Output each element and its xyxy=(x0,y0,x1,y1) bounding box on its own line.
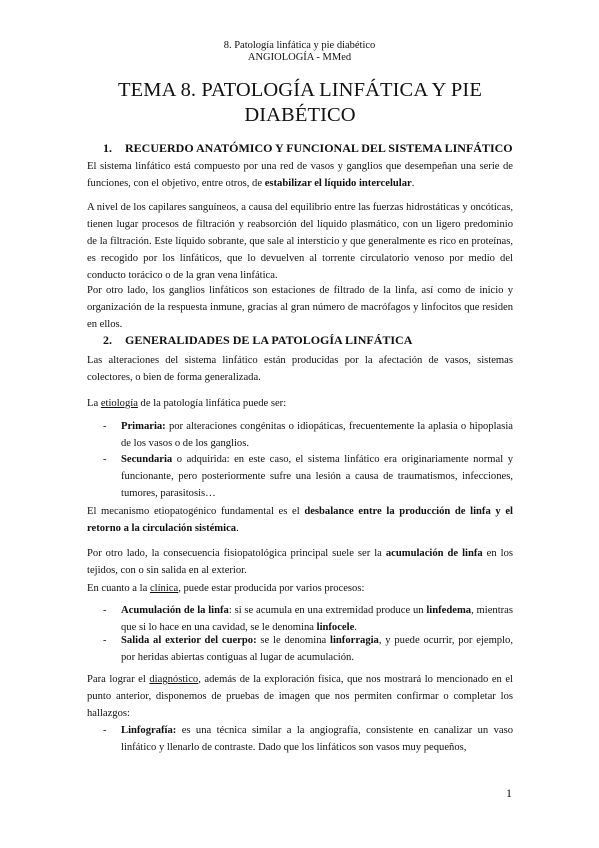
section-title: GENERALIDADES DE LA PATOLOGÍA LINFÁTICA xyxy=(125,333,413,347)
paragraph: Las alteraciones del sistema linfático están producidas por la afectación de vasos, sistemas colectores, o bien de forma generalizada. xyxy=(87,355,513,383)
document-title-line1: TEMA 8. PATOLOGÍA LINFÁTICA Y PIE xyxy=(118,79,482,101)
list-item: - Secundaria o adquirida: en este caso, el sistema linfático era originariamente normal y funcionante, pero posteriormente sufre una lesión a causa de traumatismos, infecciones, tumores, parasitosis… xyxy=(103,451,513,502)
list-item: - Salida al exterior del cuerpo: se le denomina linforragia, y puede ocurrir, por ejemplo, por heridas abiertas contiguas al lugar de acumulación. xyxy=(103,632,513,666)
paragraph: El mecanismo etiopatogénico fundamental es el desbalance entre la producción de linfa y el retorno a la circulación sistémica. xyxy=(87,506,513,534)
list-item: - Linfografía: es una técnica similar a la angiografía, consistente en canalizar un vaso linfático y llenarlo de contraste. Dado que los linfáticos son vasos muy pequeños, xyxy=(103,722,513,756)
underlined-term: clínica xyxy=(149,583,179,594)
paragraph: Por otro lado, la consecuencia fisiopatológica principal suele ser la acumulación de linfa en los tejidos, con o sin salida en al exterior. xyxy=(87,548,513,576)
list-dash: - xyxy=(103,421,107,432)
list-item: - Acumulación de la linfa: si se acumula en una extremidad produce un linfedema, mientras que si lo hace en una cavidad, se le denomina linfocele. xyxy=(103,602,513,636)
bold-term: estabilizar el líquido intercelular xyxy=(264,178,412,189)
document-title-line2: DIABÉTICO xyxy=(244,104,356,126)
section-number: 1. xyxy=(103,141,112,155)
list-dash: - xyxy=(103,725,107,736)
paragraph: A nivel de los capilares sanguíneos, a causa del equilibrio entre las fuerzas hidrostáticas y oncóticas, tienen lugar procesos de filtración y reabsorción del líquido plasmático, con un ligero predominio de la filtración. Este líquido sobrante, que sale al intersticio y que generalmente es rico en proteínas, es recogido por los linfáticos, que lo devuelven al torrente circulatorio venoso por medio del conducto torácico o de la gran vena linfática. xyxy=(87,202,513,281)
bold-term: desbalance entre la producción de linfa y el retorno a la circulación sistémica xyxy=(87,506,513,534)
paragraph: El sistema linfático está compuesto por una red de vasos y ganglios que desempeñan una serie de funciones, con el objetivo, entre otros, de estabilizar el líquido intercelular. xyxy=(87,161,513,189)
section-title: RECUERDO ANATÓMICO Y FUNCIONAL DEL SISTEMA LINFÁTICO xyxy=(125,141,513,155)
page-number: 1 xyxy=(506,786,512,800)
list-dash: - xyxy=(103,605,107,616)
list-dash: - xyxy=(103,635,107,646)
underlined-term: etiología xyxy=(100,398,138,409)
section-number: 2. xyxy=(103,333,112,347)
paragraph: En cuanto a la clínica, puede estar producida por varios procesos: xyxy=(87,583,365,594)
section-heading-1 xyxy=(103,141,513,155)
bold-term: acumulación de linfa xyxy=(385,548,483,559)
running-header-title: 8. Patología linfática y pie diabético xyxy=(223,40,376,51)
section-heading-2 xyxy=(103,333,412,347)
paragraph: Por otro lado, los ganglios linfáticos son estaciones de filtrado de la linfa, así como de inicio y organización de la respuesta inmune, gracias al gran número de macrófagos y linfocitos que residen en ellos. xyxy=(87,285,513,330)
paragraph: La etiología de la patología linfática puede ser: xyxy=(87,398,287,409)
list-dash: - xyxy=(103,454,107,465)
running-header-subject: ANGIOLOGÍA - MMed xyxy=(247,52,352,63)
paragraph: Para lograr el diagnóstico, además de la exploración física, que nos mostrará lo mencionado en el punto anterior, disponemos de pruebas de imagen que nos permiten confirmar o completar los hallazgos: xyxy=(87,674,513,719)
underlined-term: diagnóstico xyxy=(149,674,199,685)
list-item: - Primaria: por alteraciones congénitas o idiopáticas, frecuentemente la aplasia o hipoplasia de los vasos o de los ganglios. xyxy=(103,418,513,452)
